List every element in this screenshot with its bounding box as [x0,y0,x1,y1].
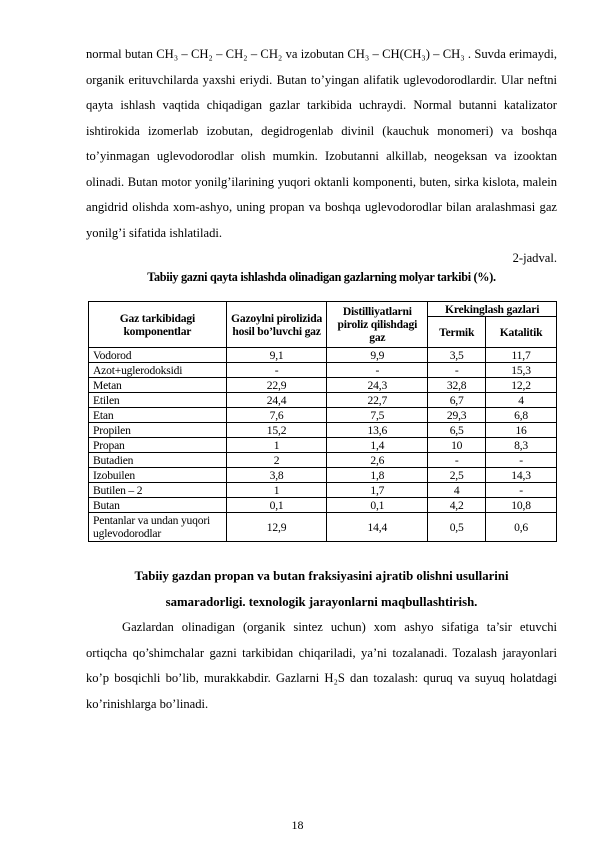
value-cell: 0,6 [486,513,557,542]
table-row [89,513,557,542]
value-cell: - [486,483,557,498]
value-cell: 3,8 [226,468,327,483]
table-row [89,408,557,423]
value-cell: 16 [486,423,557,438]
component-name-cell: Pentanlar va undan yuqori uglevodorodlar [89,513,227,542]
value-cell: - [226,363,327,378]
value-cell: 11,7 [486,348,557,363]
value-cell: 24,4 [226,393,327,408]
component-name-cell: Metan [89,378,227,393]
value-cell: 1,7 [327,483,428,498]
value-cell: 1 [226,483,327,498]
section-title-line-1: Tabiiy gazdan propan va butan fraksiyasini ajratib olishni usullarini [134,569,509,583]
value-cell: 8,3 [486,438,557,453]
table-row [89,438,557,453]
value-cell: 3,5 [428,348,486,363]
table-row [89,363,557,378]
component-name-cell: Butan [89,498,227,513]
value-cell: 10,8 [486,498,557,513]
table-row [89,423,557,438]
header-cracking-gases: Krekinglash gazlari [428,302,557,317]
section-title-line-2: samaradorligi. texnologik jarayonlarni maqbullashtirish. [165,594,478,609]
value-cell: 6,8 [486,408,557,423]
value-cell: 10 [428,438,486,453]
component-name-cell: Izobuilen [89,468,227,483]
table-body [89,348,557,542]
value-cell: 9,9 [327,348,428,363]
component-name-cell: Propan [89,438,227,453]
component-name-cell: Etilen [89,393,227,408]
table-row [89,453,557,468]
header-gasoil-pyrolysis: Gazoylni pirolizida hosil bo’luvchi gaz [226,302,327,348]
document-page [86,42,557,717]
component-name-cell: Butilen – 2 [89,483,227,498]
section-title [86,564,557,615]
table-row [89,483,557,498]
value-cell: 0,1 [226,498,327,513]
value-cell: 7,5 [327,408,428,423]
value-cell: 12,2 [486,378,557,393]
table-row [89,348,557,363]
value-cell: 13,6 [327,423,428,438]
value-cell: 6,5 [428,423,486,438]
value-cell: 6,7 [428,393,486,408]
header-catalytic: Katalitik [486,317,557,348]
value-cell: 1 [226,438,327,453]
value-cell: 0,1 [327,498,428,513]
value-cell: 2,6 [327,453,428,468]
header-components: Gaz tarkibidagi komponentlar [89,302,227,348]
value-cell: 15,2 [226,423,327,438]
value-cell: 9,1 [226,348,327,363]
body-paragraph: Gazlardan olinadigan (organik sintez uchun) xom ashyo sifatiga ta’sir etuvchi ortiqcha qo’shimchalar gazni tarkibidan chiqariladi, ya’ni tozalanadi. Tozalash jarayonlari ko’p bosqichli bo’lib, murakkabdir. Gazlarni H₂S dan tozalash: quruq va suyuq holatdagi ko’rinishlarga bo’linadi. [86,620,557,711]
value-cell: 24,3 [327,378,428,393]
component-name-cell: Vodorod [89,348,227,363]
intro-paragraph: normal butan CH₃ – CH₂ – CH₂ – CH₂ va izobutan CH₃ – CH(CH₃) – CH₃ . Suvda erimaydi, organik erituvchilarda yaxshi eriydi. Butan to’yingan alifatik uglevodorodlardir. Ular neftni qayta ishlash vaqtida chiqadigan gazlar tarkibida uchraydi. Normal butanni katalizator ishtirokida izomerlab izobutan, degidrogenlab divinil (kauchuk monomeri) va boshqa to’yinmagan uglevodorodlar olish mumkin. Izobutanni alkillab, neogeksan va izooktan olinadi. Butan motor yonilg’ilarining yuqori oktanli komponenti, buten, sirka kislota, malein angidrid olishda xom-ashyo, uning propan va boshqa uglevodorodlar bilan aralashmasi gaz yonilg’i sifatida ishlatiladi. [86,47,557,240]
value-cell: 22,9 [226,378,327,393]
component-name-cell: Azot+uglerodoksidi [89,363,227,378]
page-number: 18 [291,818,304,832]
table-row [89,378,557,393]
table-row [89,468,557,483]
table-number: 2-jadval. [512,251,557,265]
composition-table [88,301,557,542]
value-cell: - [486,453,557,468]
value-cell: 1,4 [327,438,428,453]
value-cell: 15,3 [486,363,557,378]
value-cell: 22,7 [327,393,428,408]
table-row [89,393,557,408]
value-cell: 14,3 [486,468,557,483]
value-cell: - [327,363,428,378]
value-cell: 29,3 [428,408,486,423]
value-cell: 12,9 [226,513,327,542]
value-cell: 4 [428,483,486,498]
value-cell: 4 [486,393,557,408]
header-thermal: Termik [428,317,486,348]
value-cell: 32,8 [428,378,486,393]
value-cell: 2 [226,453,327,468]
value-cell: 7,6 [226,408,327,423]
table-row [89,498,557,513]
component-name-cell: Butadien [89,453,227,468]
value-cell: 2,5 [428,468,486,483]
value-cell: 14,4 [327,513,428,542]
value-cell: 4,2 [428,498,486,513]
value-cell: - [428,363,486,378]
table-caption: Tabiiy gazni qayta ishlashda olinadigan gazlarning molyar tarkibi (%). [147,270,496,284]
component-name-cell: Propilen [89,423,227,438]
value-cell: 0,5 [428,513,486,542]
component-name-cell: Etan [89,408,227,423]
value-cell: - [428,453,486,468]
value-cell: 1,8 [327,468,428,483]
header-distillate-pyrolysis: Distilliyatlarni piroliz qilishdagi gaz [327,302,428,348]
